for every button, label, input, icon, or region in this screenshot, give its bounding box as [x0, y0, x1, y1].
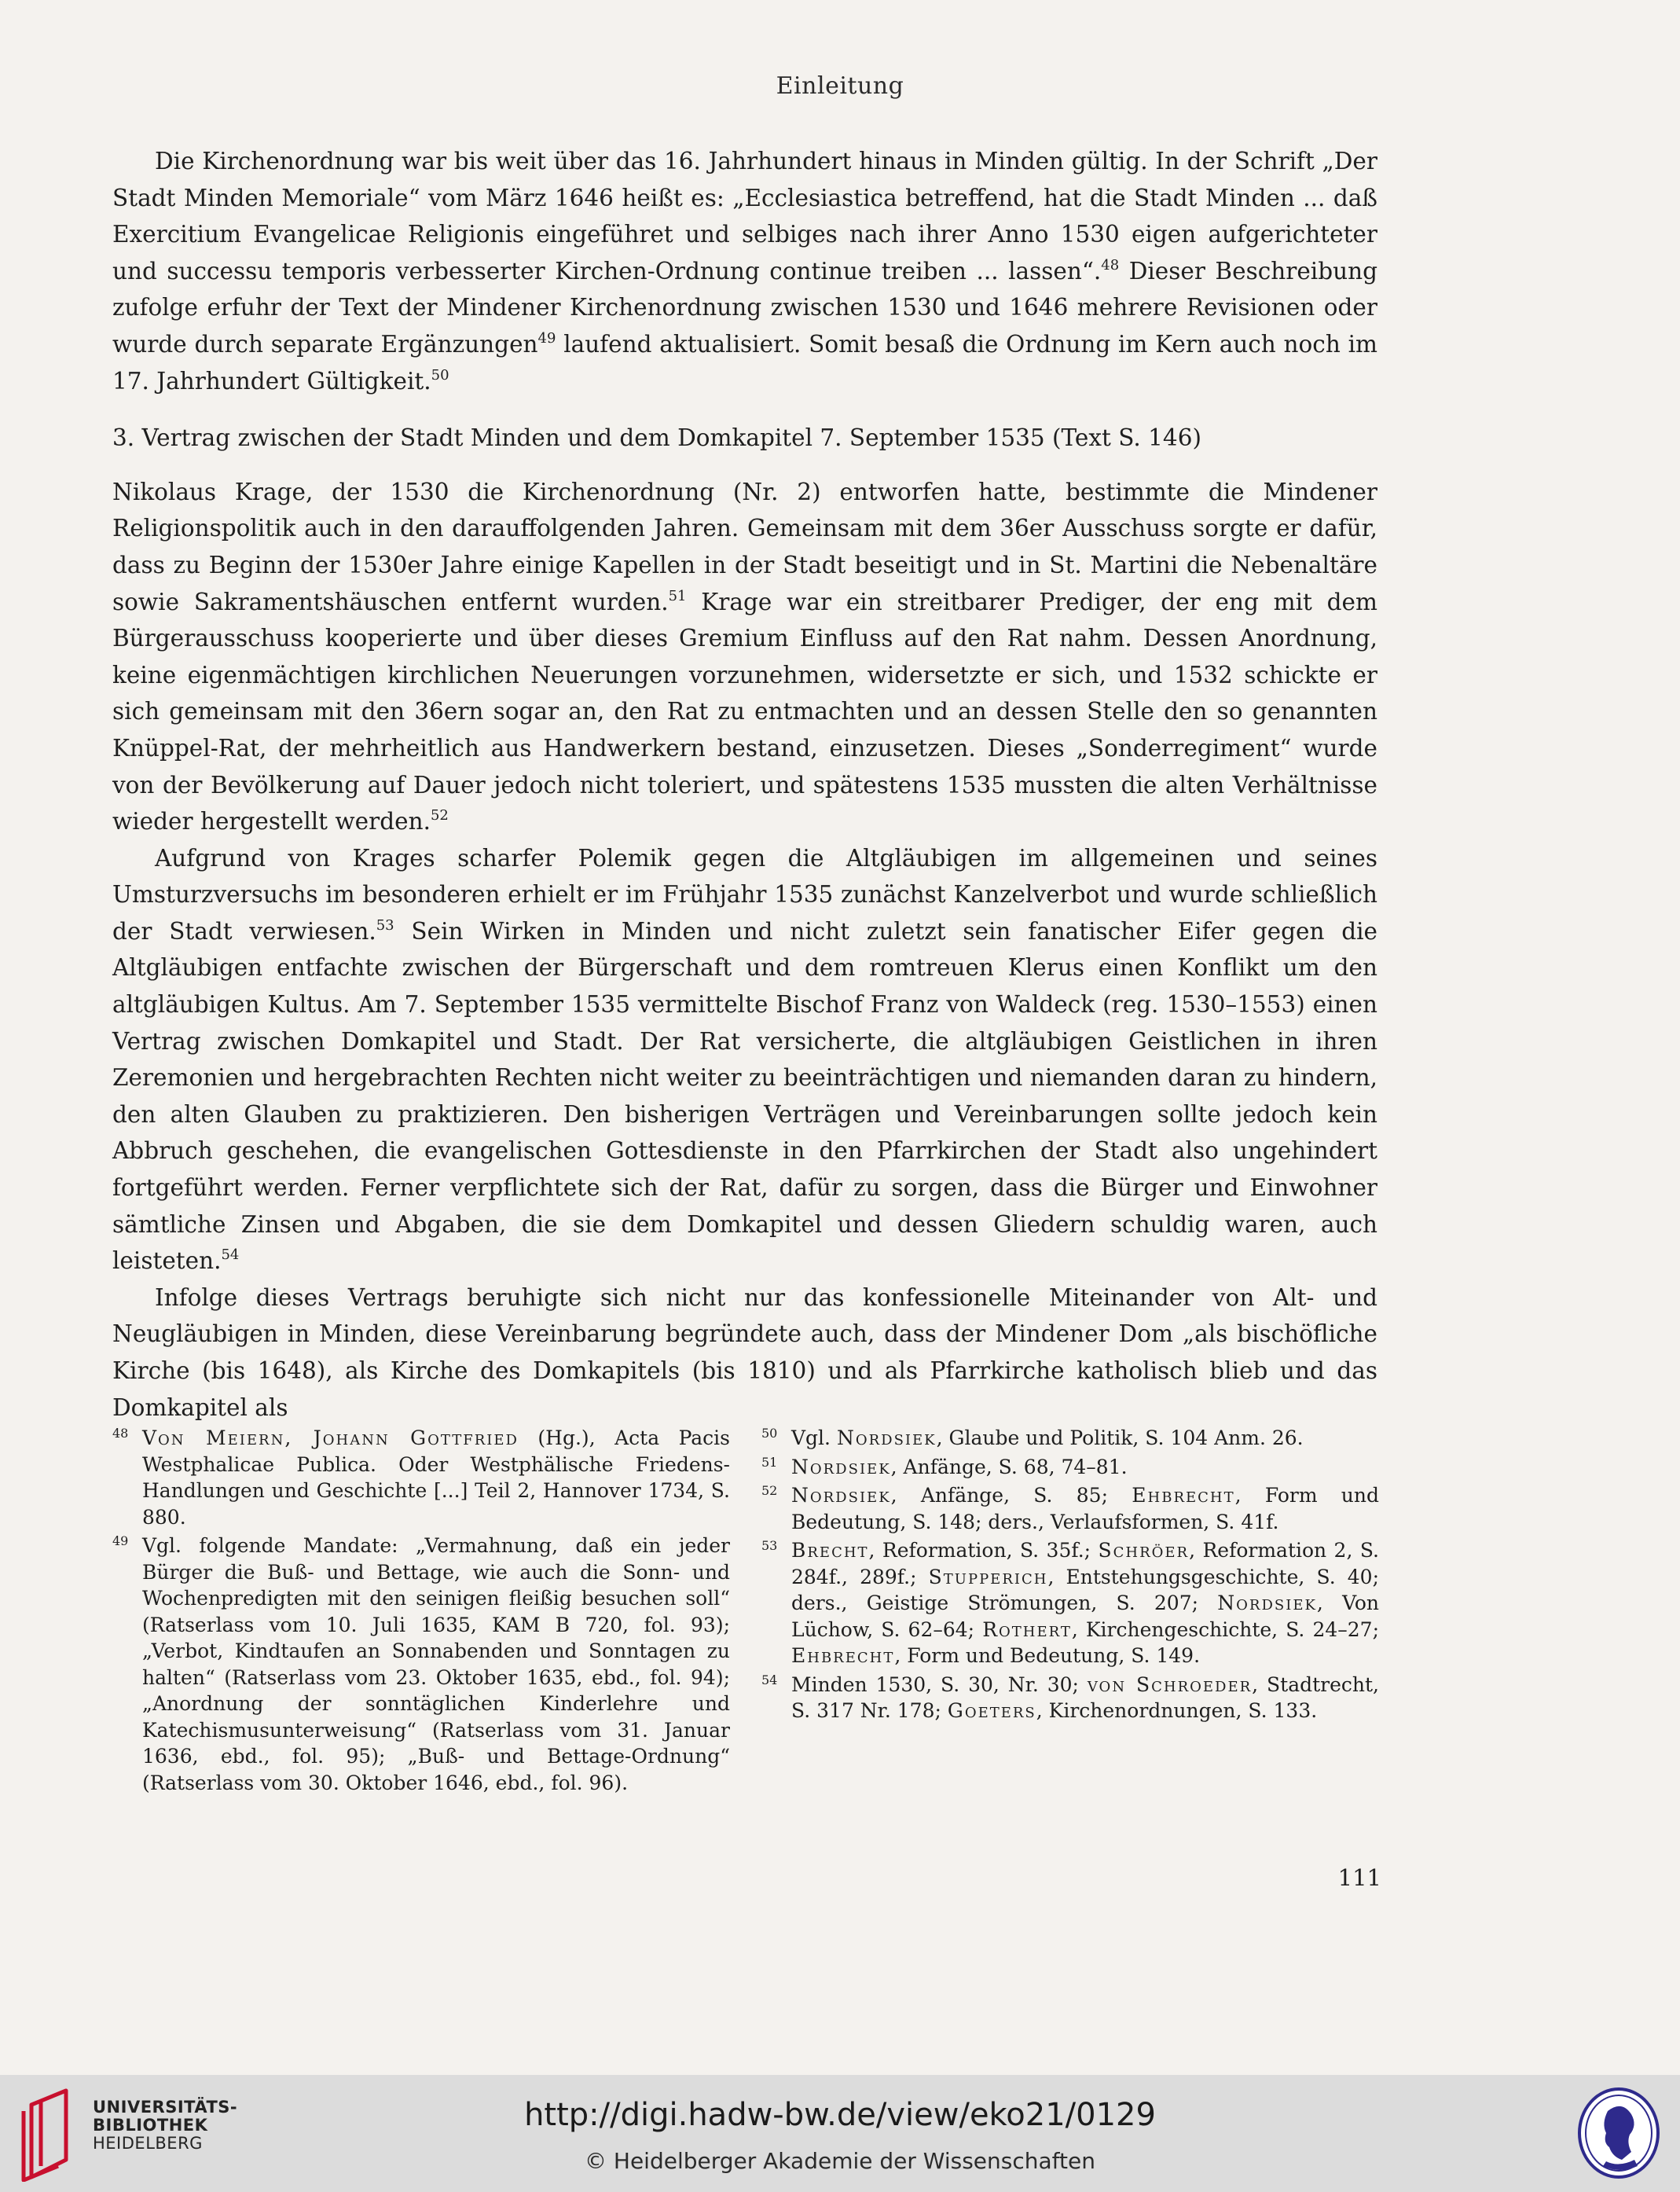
- footnote-54: 54 Minden 1530, S. 30, Nr. 30; von Schroeder, Stadtrecht, S. 317 Nr. 178; Goeters, Kirchenordnungen, S. 133.: [761, 1672, 1379, 1722]
- paragraph-4: Infolge dieses Vertrags beruhigte sich nicht nur das konfessionelle Miteinander von Alt- und Neugläubigen in Minden, diese Vereinbarung begründete auch, dass der Mindener Dom „als bischöfliche Kirche (bis 1648), als Kirche des Domkapitels (bis 1810) und als Pfarrkirche katholisch blieb und das Domkapitel als: [112, 1283, 1377, 1421]
- running-head: Einleitung: [776, 72, 904, 100]
- footnote-ref-51[interactable]: 51: [668, 587, 687, 604]
- footnotes-left-column: [112, 1425, 730, 1798]
- footnote-53: 53 Brecht, Reformation, S. 35f.; Schröer, Reformation 2, S. 284f., 289f.; Stupperich, Entstehungsgeschichte, S. 40; ders., Geistige Strömungen, S. 207; Nordsiek, Von Lüchow, S. 62–64; Rothert, Kirchengeschichte, S. 24–27; Ehbrecht, Form und Bedeutung, S. 149.: [761, 1538, 1380, 1667]
- footnotes: [112, 1425, 1379, 1798]
- footnotes-right-column: [761, 1425, 1379, 1798]
- library-logo-text[interactable]: UNIVERSITÄTS- BIBLIOTHEK HEIDELBERG: [93, 2098, 238, 2153]
- footnote-51: 51 Nordsiek, Anfänge, S. 68, 74–81.: [761, 1454, 1128, 1478]
- section-heading: 3. Vertrag zwischen der Stadt Minden und dem Domkapitel 7. September 1535 (Text S. 146): [112, 424, 1201, 452]
- footnote-ref-50[interactable]: 50: [431, 366, 449, 384]
- footnote-ref-53[interactable]: 53: [376, 916, 394, 934]
- paragraph-2: Nikolaus Krage, der 1530 die Kirchenordnung (Nr. 2) entworfen hatte, bestimmte die Mindener Religionspolitik auch in den darauffolgenden Jahren. Gemeinsam mit dem 36er Ausschuss sorgte er dafür, dass zu Beginn der 1530er Jahre einige Kapellen in der Stadt beseitigt und in St. Martini die Nebenaltäre sowie Sakramentshäuschen entfernt wurden.$^{51}$ Krage war ein streitbarer Prediger, der eng mit dem Bürgerausschuss kooperierte und über dieses Gremium Einfluss auf den Rat nahm. Dessen Anordnung, keine eigenmächtigen kirchlichen Neuerungen vorzunehmen, widersetzte er sich, und 1532 schickte er sich gemeinsam mit den 36ern sogar an, den Rat zu entmachten und an dessen Stelle den so genannten Knüppel-Rat, der mehrheitlich aus Handwerkern bestand, einzusetzen. Dieses „Sonderregiment“ wurde von der Bevölkerung auf Dauer jedoch nicht toleriert, und spätestens 1535 mussten die alten Verhältnisse wieder hergestellt werden.$^{52}$: [112, 478, 1377, 835]
- permalink-url[interactable]: http://digi.hadw-bw.de/view/eko21/0129: [524, 2097, 1156, 2133]
- footnote-52: 52 Nordsiek, Anfänge, S. 85; Ehbrecht, Form und Bedeutung, S. 148; ders., Verlaufsformen, S. 41f.: [761, 1483, 1380, 1533]
- copyright-notice: © Heidelberger Akademie der Wissenschaften: [584, 2148, 1095, 2174]
- footnote-50: 50 Vgl. Nordsiek, Glaube und Politik, S. 104 Anm. 26.: [761, 1426, 1304, 1449]
- footnote-ref-52[interactable]: 52: [430, 807, 449, 824]
- footnote-ref-49[interactable]: 49: [537, 329, 556, 347]
- paragraph-1: Die Kirchenordnung war bis weit über das 16. Jahrhundert hinaus in Minden gültig. In der Schrift „Der Stadt Minden Memoriale“ vom März 1646 heißt es: „Ecclesiastica betreffend, hat die Stadt Minden ... daß Exercitium Evangelicae Religionis eingeführet und selbiges nach ihrer Anno 1530 eigen aufgerichteter und successu temporis verbesserter Kirchen-Ordnung continue treiben ... lassen“.$^{48}$ Dieser Beschreibung zufolge erfuhr der Text der Mindener Kirchenordnung zwischen 1530 und 1646 mehrere Revisionen oder wurde durch separate Ergänzungen$^{49}$ laufend aktualisiert. Somit besaß die Ordnung im Kern auch noch im 17. Jahrhundert Gültigkeit.$^{50}$: [112, 148, 1377, 395]
- footnote-ref-48[interactable]: 48: [1101, 256, 1120, 274]
- main-text: [112, 143, 1377, 1426]
- page-number: 111: [1337, 1864, 1381, 1891]
- paragraph-3: Aufgrund von Krages scharfer Polemik gegen die Altgläubigen im allgemeinen und seines Umsturzversuchs im besonderen erhielt er im Frühjahr 1535 zunächst Kanzelverbot und wurde schließlich der Stadt verwiesen.$^{53}$ Sein Wirken in Minden und nicht zuletzt sein fanatischer Eifer gegen die Altgläubigen entfachte zwischen der Bürgerschaft und dem romtreuen Klerus einen Konflikt um den altgläubigen Kultus. Am 7. September 1535 vermittelte Bischof Franz von Waldeck (reg. 1530–1553) einen Vertrag zwischen Domkapitel und Stadt. Der Rat versicherte, die altgläubigen Geistlichen in ihren Zeremonien und hergebrachten Rechten nicht weiter zu beeinträchtigen und niemanden daran zu hindern, den alten Glauben zu praktizieren. Den bisherigen Verträgen und Vereinbarungen sollte jedoch kein Abbruch geschehen, die evangelischen Gottesdienste in den Pfarrkirchen der Stadt also ungehindert fortgeführt werden. Ferner verpflichtete sich der Rat, dafür zu sorgen, dass die Bürger und Einwohner sämtliche Zinsen und Abgaben, die sie dem Domkapitel und dessen Gliedern schuldig waren, auch leisteten.$^{54}$: [112, 844, 1378, 1275]
- footnote-48: 48 Von Meiern, Johann Gottfried (Hg.), Acta Pacis Westphalicae Publica. Oder Westphälische Friedens-Handlungen und Geschichte [...] Teil 2, Hannover 1734, S. 880.: [112, 1426, 730, 1529]
- footnote-ref-54[interactable]: 54: [221, 1247, 240, 1264]
- viewer-footer: [0, 2075, 1680, 2192]
- footnote-49: 49 Vgl. folgende Mandate: „Vermahnung, daß ein jeder Bürger die Buß- und Bettage, wie auch die Sonn- und Wochenpredigten mit den seinigen fleißig besuchen soll“ (Ratserlass vom 10. Juli 1635, KAM B 720, fol. 93); „Verbot, Kindtaufen an Sonnabenden und Sonntagen zu halten“ (Ratserlass vom 23. Oktober 1635, ebd., fol. 94); „Anordnung der sonntäglichen Kinderlehre und Katechismusunterweisung“ (Ratserlass vom 31. Januar 1636, ebd., fol. 95); „Buß- und Bettage-Ordnung“ (Ratserlass vom 30. Oktober 1646, ebd., fol. 96).: [112, 1533, 730, 1794]
- academy-seal-icon[interactable]: [1575, 2084, 1663, 2185]
